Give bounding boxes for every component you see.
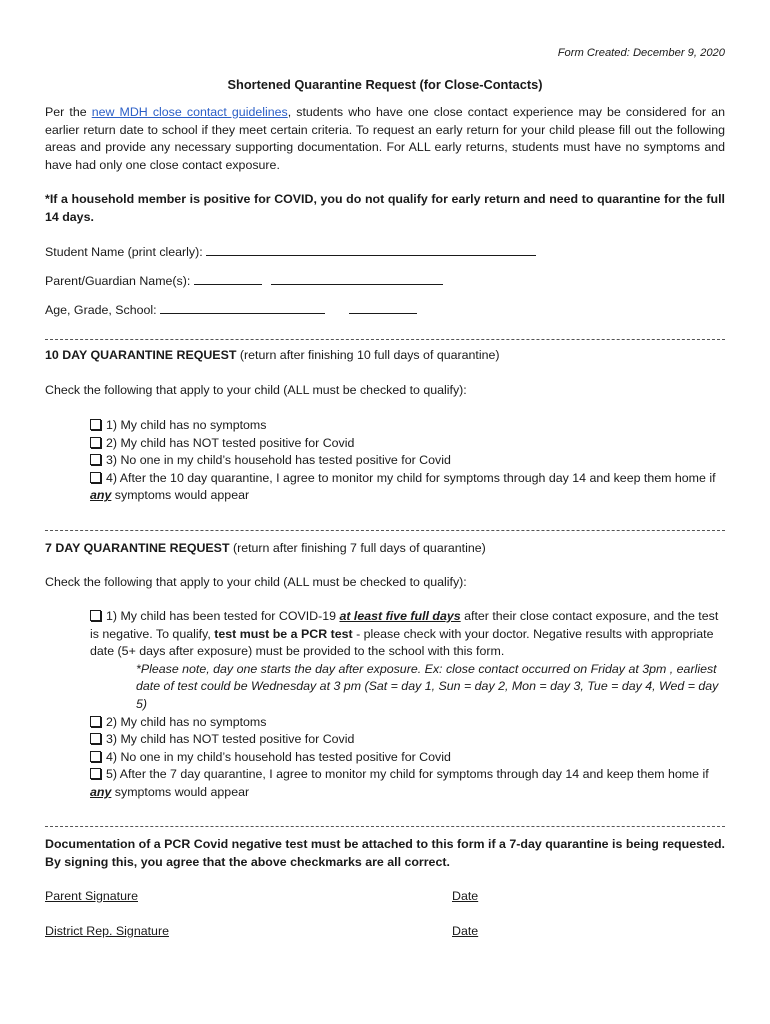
checkbox-icon[interactable] bbox=[90, 419, 101, 430]
age-grade-input[interactable] bbox=[160, 302, 325, 314]
list-item bbox=[90, 417, 725, 435]
form-created-date: Form Created: December 9, 2020 bbox=[557, 47, 725, 59]
seven-day-instruction: Check the following that apply to your child (ALL must be checked to qualify): bbox=[45, 575, 467, 589]
checkbox-icon[interactable] bbox=[90, 716, 101, 727]
school-input[interactable] bbox=[349, 302, 417, 314]
ten-day-instruction: Check the following that apply to your child (ALL must be checked to qualify): bbox=[45, 383, 467, 397]
intro-text-rest: , students who have one close contact experience may be considered for an earlier return date to school if they meet certain criteria. To request an early return for your child please fill out the following areas and provide any necessary supporting documentation. For ALL early returns, students must have no symptoms and have had only one close contact exposure. bbox=[45, 105, 725, 172]
ten-day-checklist bbox=[90, 417, 725, 505]
checkbox-icon[interactable] bbox=[90, 751, 101, 762]
item-emphasis: at least five full days bbox=[339, 609, 461, 623]
student-name-input[interactable] bbox=[206, 244, 536, 256]
exposure-note: *Please note, day one starts the day after exposure. Ex: close contact occurred on Friday at 3pm , earliest date of test could be Wednesday at 3 pm (Sat = day 1, Sun = day 2, Mon = day 3, Tue = day 4, Wed = day 5) bbox=[136, 661, 719, 711]
item-label-end: symptoms would appear bbox=[111, 488, 250, 503]
intro-paragraph bbox=[45, 104, 725, 174]
ten-day-heading-note: (return after finishing 10 full days of quarantine) bbox=[236, 348, 500, 362]
section-divider bbox=[45, 826, 725, 827]
item-label: 5) After the 7 day quarantine, I agree to monitor my child for symptoms through day 14 and keep them home if bbox=[106, 767, 709, 782]
checkbox-icon[interactable] bbox=[90, 610, 101, 621]
documentation-note: Documentation of a PCR Covid negative test must be attached to this form if a 7-day quarantine is being requested. By signing this, you agree that the above checkmarks are all correct. bbox=[45, 837, 725, 869]
item-label: 3) No one in my child’s household has tested positive for Covid bbox=[106, 453, 451, 468]
list-item bbox=[90, 749, 725, 767]
district-signature-label[interactable]: District Rep. Signature bbox=[45, 924, 169, 938]
list-item bbox=[90, 766, 725, 801]
item-emphasis: any bbox=[90, 784, 112, 799]
item-label: 1) My child has been tested for COVID-19 bbox=[106, 609, 340, 623]
item-label: 1) My child has no symptoms bbox=[106, 418, 267, 432]
ten-day-heading bbox=[45, 348, 500, 362]
seven-day-checklist bbox=[90, 608, 725, 802]
seven-day-heading-title: 7 DAY QUARANTINE REQUEST bbox=[45, 541, 230, 555]
seven-day-heading-note: (return after finishing 7 full days of quarantine) bbox=[229, 541, 486, 555]
student-name-label: Student Name (print clearly): bbox=[45, 245, 203, 259]
parent-name-input-2[interactable] bbox=[271, 273, 443, 285]
mdh-guidelines-link[interactable]: new MDH close contact guidelines bbox=[91, 105, 288, 119]
item-label: 4) After the 10 day quarantine, I agree to monitor my child for symptoms through day 14 and keep them home if bbox=[106, 470, 716, 485]
list-item bbox=[90, 435, 725, 453]
item-bold: test must be a PCR test bbox=[214, 626, 353, 641]
checkbox-icon[interactable] bbox=[90, 472, 101, 483]
intro-text-start: Per the bbox=[45, 105, 92, 119]
item-emphasis: any bbox=[90, 488, 112, 503]
student-name-field bbox=[45, 244, 536, 259]
list-item bbox=[90, 714, 725, 732]
list-item bbox=[90, 470, 725, 505]
item-label-end: - please check with your doctor. Negative results with appropriate date (5+ days after exposure) must be provided to the school with this form. bbox=[90, 626, 714, 659]
item-label: 3) My child has NOT tested positive for Covid bbox=[106, 732, 355, 747]
ten-day-heading-title: 10 DAY QUARANTINE REQUEST bbox=[45, 348, 237, 362]
list-item bbox=[90, 731, 725, 749]
item-label: 4) No one in my child’s household has tested positive for Covid bbox=[106, 749, 451, 764]
item-label: 2) My child has no symptoms bbox=[106, 714, 267, 729]
section-divider bbox=[45, 339, 725, 340]
age-grade-school-field bbox=[45, 302, 417, 317]
parent-date-label[interactable]: Date bbox=[452, 889, 479, 903]
item-label-mid: after their close contact exposure, and the test is negative. To qualify, bbox=[90, 609, 719, 641]
checkbox-icon[interactable] bbox=[90, 454, 101, 465]
parent-name-field bbox=[45, 273, 443, 288]
checkbox-icon[interactable] bbox=[90, 768, 101, 779]
item-label: 2) My child has NOT tested positive for Covid bbox=[106, 435, 355, 450]
form-title: Shortened Quarantine Request (for Close-Contacts) bbox=[227, 77, 543, 92]
seven-day-heading bbox=[45, 541, 486, 555]
checkbox-icon[interactable] bbox=[90, 437, 101, 448]
parent-name-input-1[interactable] bbox=[194, 273, 262, 285]
age-grade-school-label: Age, Grade, School: bbox=[45, 303, 157, 317]
section-divider bbox=[45, 530, 725, 531]
list-item bbox=[90, 452, 725, 470]
checkbox-icon[interactable] bbox=[90, 733, 101, 744]
household-note: *If a household member is positive for COVID, you do not qualify for early return and need to quarantine for the full 14 days. bbox=[45, 192, 725, 224]
district-date-label[interactable]: Date bbox=[452, 924, 479, 938]
parent-signature-label[interactable]: Parent Signature bbox=[45, 889, 138, 903]
list-item bbox=[90, 608, 725, 714]
parent-name-label: Parent/Guardian Name(s): bbox=[45, 274, 191, 288]
item-label-end: symptoms would appear bbox=[111, 784, 250, 799]
